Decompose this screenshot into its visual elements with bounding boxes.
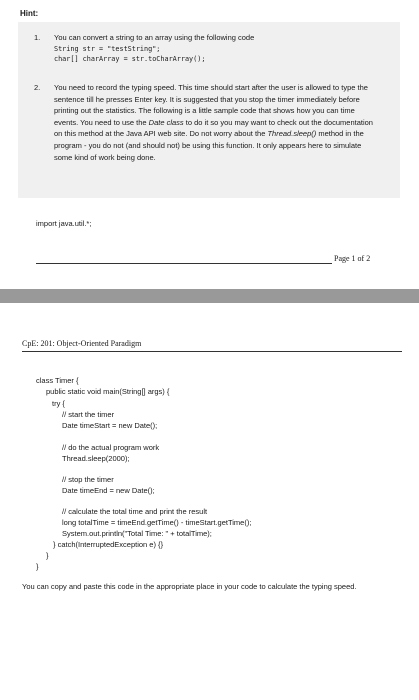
footer-rule bbox=[36, 263, 332, 264]
hint-item-2-text-a: You need to record the typing speed. This time should start after the user is allowed to type the sentence till he presses Enter key. It is suggested that you stop the timer immediately before printing out the statistics. The following is a little sample code that shows how you can time events. You need to use the bbox=[54, 83, 368, 127]
code-comment: // start the timer bbox=[62, 410, 115, 419]
code-line: System.out.println("Total Time: " + totalTime); bbox=[62, 529, 212, 538]
code-line: } bbox=[46, 551, 49, 560]
code-comment: // do the actual program work bbox=[62, 443, 160, 452]
code-line: Date timeStart = new Date(); bbox=[62, 421, 158, 430]
hint-item-2-number: 2. bbox=[34, 83, 41, 92]
closing-note: You can copy and paste this code in the appropriate place in your code to calculate the typing speed. bbox=[22, 582, 357, 591]
import-statement: import java.util.*; bbox=[36, 219, 92, 228]
page-number: Page 1 of 2 bbox=[334, 254, 371, 263]
code-line: } catch(InterruptedException e) {} bbox=[53, 540, 164, 549]
code-line: } bbox=[36, 562, 39, 571]
code-comment: // stop the timer bbox=[62, 475, 114, 484]
hint-code-line-1: String str = "testString"; bbox=[54, 44, 161, 53]
code-line: Thread.sleep(2000); bbox=[62, 454, 130, 463]
course-header: CpE: 201: Object-Oriented Paradigm bbox=[22, 339, 142, 348]
code-comment: // calculate the total time and print the result bbox=[62, 507, 208, 516]
code-line: Date timeEnd = new Date(); bbox=[62, 486, 155, 495]
hint-item-1-text: You can convert a string to an array using the following code bbox=[54, 33, 255, 42]
hint-heading: Hint: bbox=[20, 9, 39, 18]
hint-box bbox=[18, 22, 400, 198]
code-line: public static void main(String[] args) { bbox=[46, 387, 170, 396]
date-class-ref: Date class bbox=[148, 117, 184, 127]
header-rule bbox=[22, 351, 402, 352]
code-line: class Timer { bbox=[36, 376, 79, 385]
hint-code-line-2: char[] charArray = str.toCharArray(); bbox=[54, 55, 206, 64]
hint-item-2-text-b: to do it so you may want to check out the documentation on this method at the Java API web site. Do not worry about the bbox=[54, 117, 373, 139]
hint-item-2-text bbox=[54, 82, 374, 163]
hint-item-2-text-c: method in the program - you do not (and should not) be using this function. It only appears here to simulate some kind of work being done. bbox=[54, 129, 364, 162]
code-line: long totalTime = timeEnd.getTime() - timeStart.getTime(); bbox=[62, 518, 252, 527]
code-line: try { bbox=[52, 399, 65, 408]
hint-item-1-number: 1. bbox=[34, 33, 41, 42]
page-separator bbox=[0, 289, 419, 303]
thread-sleep-ref: Thread.sleep() bbox=[267, 129, 317, 139]
